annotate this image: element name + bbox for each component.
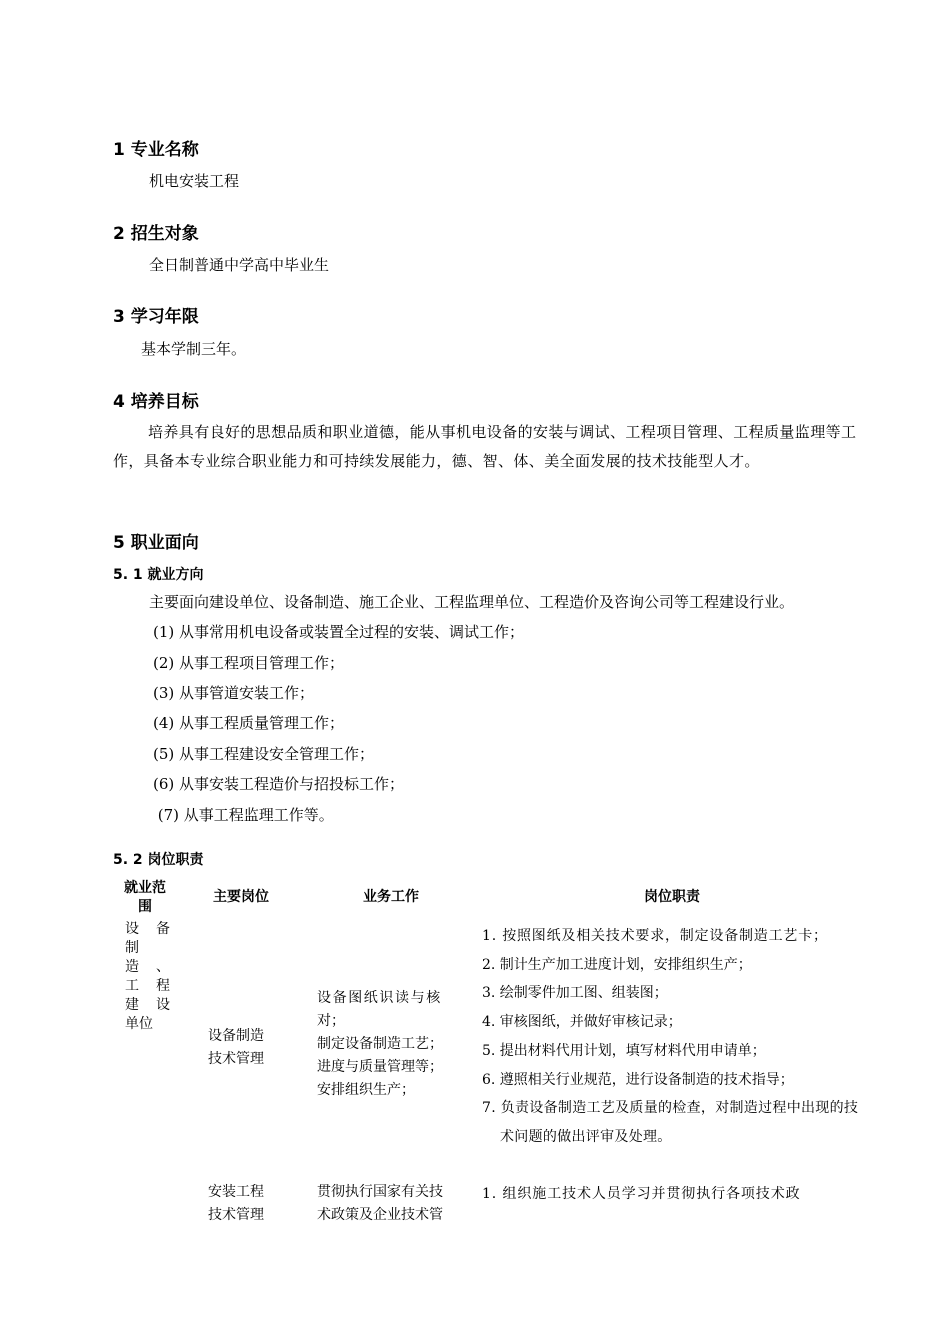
list-item: (1) 从事常用机电设备或装置全过程的安装、调试工作；	[153, 623, 525, 641]
work-line: 进度与质量管理等；	[317, 1059, 443, 1075]
section-5-1-intro: 主要面向建设单位、设备制造、施工企业、工程监理单位、工程造价及咨询公司等工程建设行业。	[149, 593, 795, 611]
table-header-post: 主要岗位	[213, 889, 269, 905]
list-item: (4) 从事工程质量管理工作；	[153, 714, 345, 732]
table-header-work: 业务工作	[363, 889, 419, 905]
section-5-heading: 5 职业面向	[113, 533, 199, 553]
list-item: (3) 从事管道安装工作；	[153, 684, 315, 702]
table-cell-scope	[125, 920, 170, 1034]
duty-item: 4. 审核图纸，并做好审核记录；	[482, 1014, 682, 1031]
duty-item: 2. 制计生产加工进度计划，安排组织生产；	[482, 956, 752, 973]
section-1-body: 机电安装工程	[149, 172, 240, 190]
section-3-body: 基本学制三年。	[141, 340, 247, 358]
table-cell-work	[317, 987, 467, 1102]
table-header-duty: 岗位职责	[644, 889, 700, 905]
post-line: 技术管理	[208, 1051, 264, 1067]
section-1-heading: 1 专业名称	[113, 140, 199, 160]
post-line: 设备制造	[208, 1028, 264, 1044]
list-item: (2) 从事工程项目管理工作；	[153, 654, 345, 672]
work-line: 安排组织生产；	[317, 1082, 415, 1098]
table-cell-duty	[482, 1180, 862, 1209]
scope-line: 单位	[125, 1016, 153, 1032]
list-item: (7) 从事工程监理工作等。	[153, 806, 334, 824]
table-cell-post	[208, 1025, 264, 1071]
section-4-body: 培养具有良好的思想品质和职业道德，能从事机电设备的安装与调试、工程项目管理、工程质量监理等工作，具备本专业综合职业能力和可持续发展能力，德、智、体、美全面发展的技术技能型人才。	[113, 423, 857, 470]
scope-line: 制	[125, 940, 139, 956]
section-2-body: 全日制普通中学高中毕业生	[149, 256, 330, 274]
list-item: (6) 从事安装工程造价与招投标工作；	[153, 775, 405, 793]
section-3-heading: 3 学习年限	[113, 307, 199, 327]
scope-line: 造 、	[125, 959, 170, 975]
duty-item: 7. 负责设备制造工艺及质量的检查，对制造过程中出现的技术问题的做出评审及处理。	[482, 1100, 859, 1145]
work-line: 制定设备制造工艺；	[317, 1036, 443, 1052]
duty-item: 1. 组织施工技术人员学习并贯彻执行各项技术政	[482, 1186, 801, 1202]
work-line: 术政策及企业技术管	[317, 1207, 443, 1223]
post-line: 安装工程	[208, 1184, 264, 1200]
list-item: (5) 从事工程建设安全管理工作；	[153, 745, 375, 763]
duty-item: 3. 绘制零件加工图、组装图；	[482, 985, 668, 1002]
duty-item: 1. 按照图纸及相关技术要求，制定设备制造工艺卡；	[482, 928, 828, 944]
work-line: 贯彻执行国家有关技	[317, 1184, 443, 1200]
section-4-heading: 4 培养目标	[113, 392, 199, 412]
scope-line: 建 设	[125, 997, 170, 1013]
section-5-2-heading: 5. 2 岗位职责	[113, 852, 204, 868]
table-cell-post	[208, 1181, 264, 1227]
post-line: 技术管理	[208, 1207, 264, 1223]
duty-item: 5. 提出材料代用计划，填写材料代用申请单；	[482, 1042, 766, 1059]
table-header-scope: 就业范围	[124, 880, 166, 915]
table-cell-duty	[482, 922, 862, 1152]
work-line: 对；	[317, 1013, 345, 1029]
section-2-heading: 2 招生对象	[113, 224, 199, 244]
scope-line: 设 备	[125, 921, 170, 937]
scope-line: 工 程	[125, 978, 170, 994]
duty-item: 6. 遵照相关行业规范，进行设备制造的技术指导；	[482, 1071, 794, 1088]
section-5-1-heading: 5. 1 就业方向	[113, 567, 204, 583]
table-cell-work	[317, 1181, 472, 1227]
work-line: 设备图纸识读与核	[317, 990, 442, 1006]
